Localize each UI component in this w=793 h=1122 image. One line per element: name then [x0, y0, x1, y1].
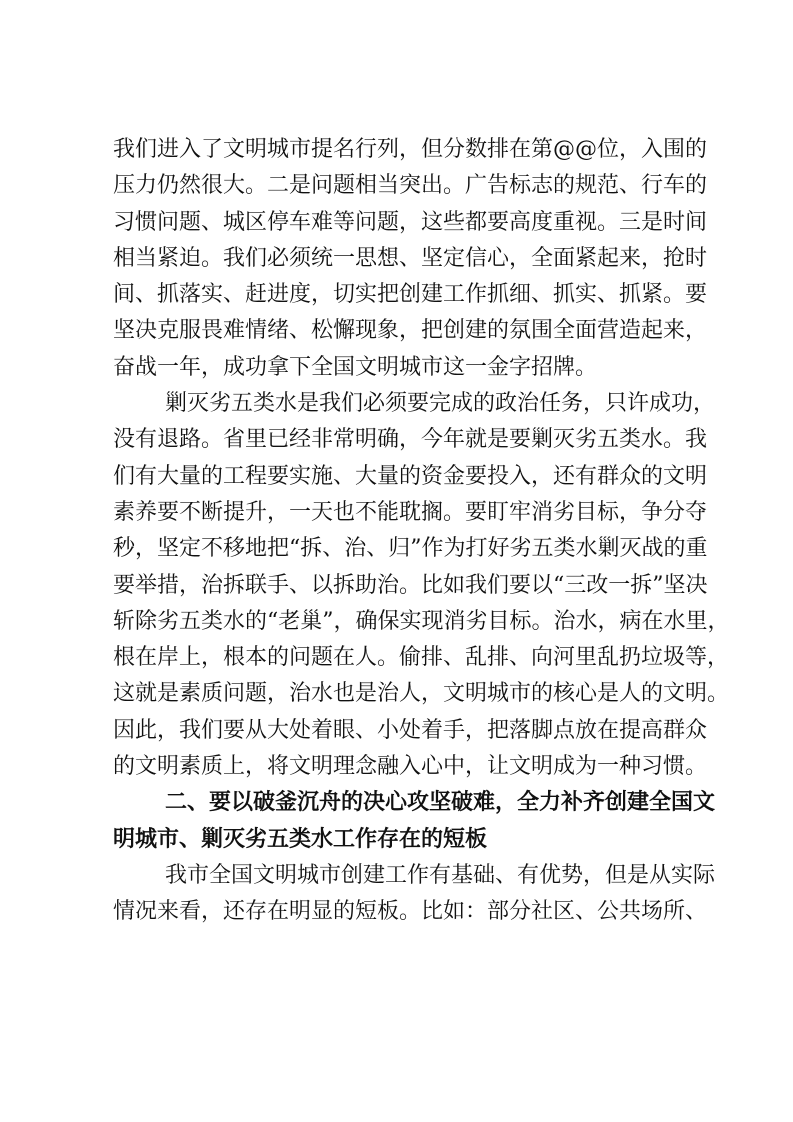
text-line: 情况来看，还存在明显的短板。比如：部分社区、公共场所、	[113, 899, 708, 925]
text-line: 剿灭劣五类水是我们必须要完成的政治任务，只许成功，	[165, 391, 716, 417]
text-line: 压力仍然很大。二是问题相当突出。广告标志的规范、行车的	[113, 173, 708, 199]
text-line: 坚决克服畏难情绪、松懈现象，把创建的氛围全面营造起来，	[113, 318, 708, 344]
document-body	[113, 132, 730, 931]
text-line: 我们进入了文明城市提名行列，但分数排在第@@位，入围的	[113, 137, 708, 162]
text-line: 习惯问题、城区停车难等问题，这些都要高度重视。三是时间	[113, 209, 708, 235]
paragraph	[113, 858, 716, 931]
paragraph	[113, 132, 708, 386]
text-line: 因此，我们要从大处着眼、小处着手，把落脚点放在提高群众	[113, 717, 708, 743]
text-line: 根在岸上，根本的问题在人。偷排、乱排、向河里乱扔垃圾等，	[113, 645, 730, 671]
section-heading	[113, 785, 716, 858]
paragraph	[113, 386, 730, 785]
text-line: 相当紧迫。我们必须统一思想、坚定信心，全面紧起来，抢时	[113, 245, 708, 271]
text-line: 的文明素质上，将文明理念融入心中，让文明成为一种习惯。	[113, 754, 708, 780]
text-line: 这就是素质问题，治水也是治人，文明城市的核心是人的文明。	[113, 681, 730, 707]
text-line: 们有大量的工程要实施、大量的资金要投入，还有群众的文明	[113, 463, 708, 489]
text-line: 素养要不断提升，一天也不能耽搁。要盯牢消劣目标，争分夺	[113, 499, 708, 525]
text-line: 没有退路。省里已经非常明确，今年就是要剿灭劣五类水。我	[113, 427, 708, 453]
text-line: 我市全国文明城市创建工作有基础、有优势，但是从实际	[165, 862, 716, 888]
text-line: 斩除劣五类水的“老巢”，确保实现消劣目标。治水，病在水里，	[113, 608, 730, 634]
text-line: 奋战一年，成功拿下全国文明城市这一金字招牌。	[113, 354, 598, 380]
text-line: 明城市、剿灭劣五类水工作存在的短板	[113, 826, 488, 852]
text-line: 秒，坚定不移地把“拆、治、归”作为打好劣五类水剿灭战的重	[113, 536, 708, 562]
text-line: 要举措，治拆联手、以拆助治。比如我们要以“三改一拆”坚决	[113, 572, 708, 598]
text-line: 二、要以破釜沉舟的决心攻坚破难，全力补齐创建全国文	[165, 790, 716, 816]
text-line: 间、抓落实、赶进度，切实把创建工作抓细、抓实、抓紧。要	[113, 282, 708, 308]
